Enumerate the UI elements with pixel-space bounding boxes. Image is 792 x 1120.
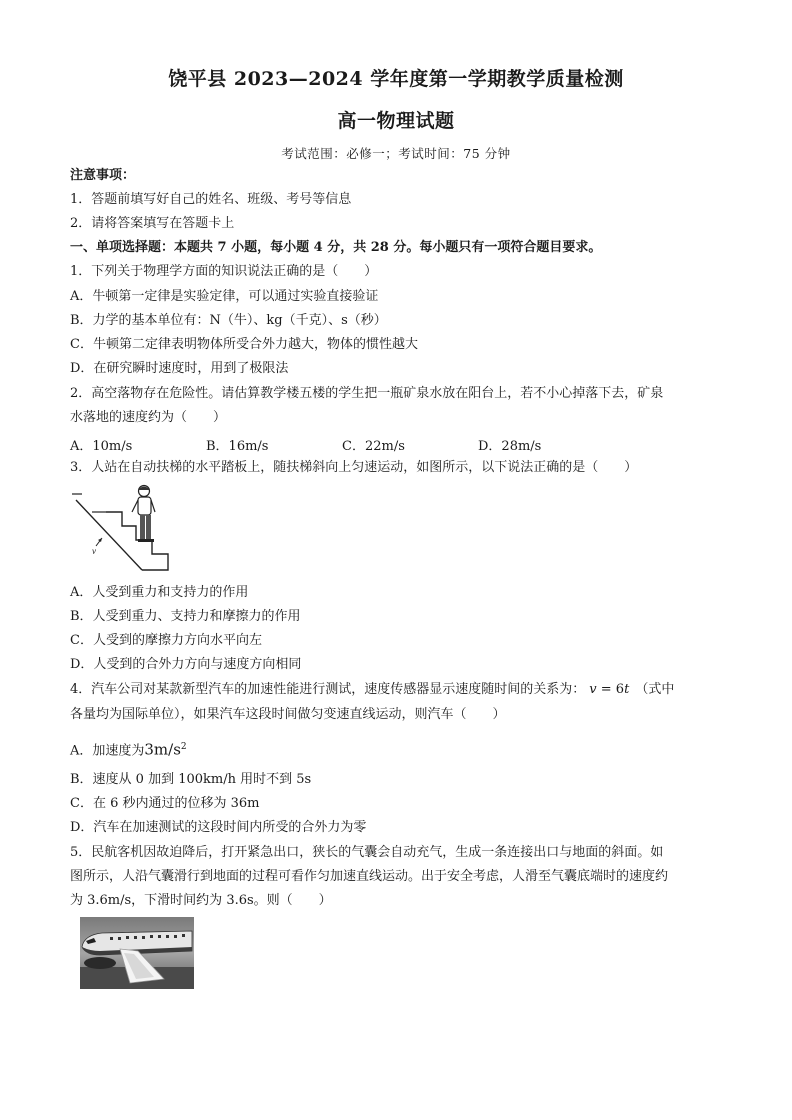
q4-stem-line2: 各量均为国际单位），如果汽车这段时间做匀变速直线运动，则汽车（ ）	[70, 707, 506, 722]
escalator-figure	[72, 482, 182, 574]
q4-option-a	[70, 737, 187, 761]
q5-stem-line1: 5．民航客机因故迫降后，打开紧急出口，狭长的气囊会自动充气，生成一条连接出口与地面的斜面。如	[70, 845, 664, 860]
q1-option-a: A．牛顿第一定律是实验定律，可以通过实验直接验证	[70, 289, 379, 304]
q4-option-a-prefix: A．加速度为	[70, 743, 145, 759]
q1-option-b: B．力学的基本单位有：N（牛）、kg（千克）、s（秒）	[70, 313, 387, 328]
q4-option-d: D．汽车在加速测试的这段时间内所受的合外力为零	[70, 820, 367, 835]
q2-option-c: C．22m/s	[342, 439, 405, 454]
q4-stem-text-end: （式中	[635, 682, 675, 697]
q4-formula-eq: = 6	[596, 682, 625, 697]
q2-option-d: D．28m/s	[478, 439, 542, 454]
notes-heading: 注意事项：	[70, 168, 136, 183]
exam-info: 考试范围：必修一；考试时间：75 分钟	[281, 146, 511, 161]
q1-option-d: D．在研究瞬时速度时，用到了极限法	[70, 361, 289, 376]
note-item-2: 2．请将答案填写在答题卡上	[70, 216, 235, 231]
velocity-label: v	[92, 546, 96, 556]
q4-stem-text: 4．汽车公司对某款新型汽车的加速性能进行测试，速度传感器显示速度随时间的关系为：	[70, 682, 586, 697]
exam-title: 饶平县 2023—2024 学年度第一学期教学质量检测	[168, 68, 624, 90]
q3-option-c: C．人受到的摩擦力方向水平向左	[70, 633, 262, 648]
q4-option-b: B．速度从 0 加到 100km/h 用时不到 5s	[70, 772, 312, 787]
q5-stem-line3: 为 3.6m/s，下滑时间约为 3.6s。则（ ）	[70, 893, 332, 908]
q3-option-a: A．人受到重力和支持力的作用	[70, 585, 249, 600]
q4-option-a-sup: 2	[180, 742, 187, 752]
q5-stem-line2: 图所示，人沿气囊滑行到地面的过程可看作匀加速直线运动。出于安全考虑，人滑至气囊底端时的速度约	[70, 869, 669, 884]
q4-option-c: C．在 6 秒内通过的位移为 36m	[70, 796, 260, 811]
q1-option-c: C．牛顿第二定律表明物体所受合外力越大，物体的惯性越大	[70, 337, 418, 352]
q2-stem-line1: 2．高空落物存在危险性。请估算教学楼五楼的学生把一瓶矿泉水放在阳台上，若不小心掉落下去，矿泉	[70, 386, 664, 401]
q3-stem: 3．人站在自动扶梯的水平踏板上，随扶梯斜向上匀速运动，如图所示，以下说法正确的是（ ）	[70, 460, 638, 475]
q3-option-b: B．人受到重力、支持力和摩擦力的作用	[70, 609, 301, 624]
q2-stem-line2: 水落地的速度约为（ ）	[70, 410, 227, 425]
section-heading: 一、单项选择题：本题共 7 小题，每小题 4 分，共 28 分。每小题只有一项符合题目要求。	[70, 240, 602, 255]
q4-formula-t: t	[624, 682, 630, 697]
q2-option-b: B．16m/s	[206, 439, 269, 454]
airplane-slide-photo	[80, 917, 194, 989]
exam-subtitle: 高一物理试题	[337, 110, 455, 132]
q4-option-a-value: 3m/s	[144, 740, 181, 759]
q2-option-a: A．10m/s	[70, 439, 133, 454]
q3-option-d: D．人受到的合外力方向与速度方向相同	[70, 657, 302, 672]
note-item-1: 1．答题前填写好自己的姓名、班级、考号等信息	[70, 192, 352, 207]
q4-formula-v: v	[589, 682, 597, 697]
q1-stem: 1．下列关于物理学方面的知识说法正确的是（ ）	[70, 264, 378, 279]
q4-stem-line1	[70, 680, 674, 700]
